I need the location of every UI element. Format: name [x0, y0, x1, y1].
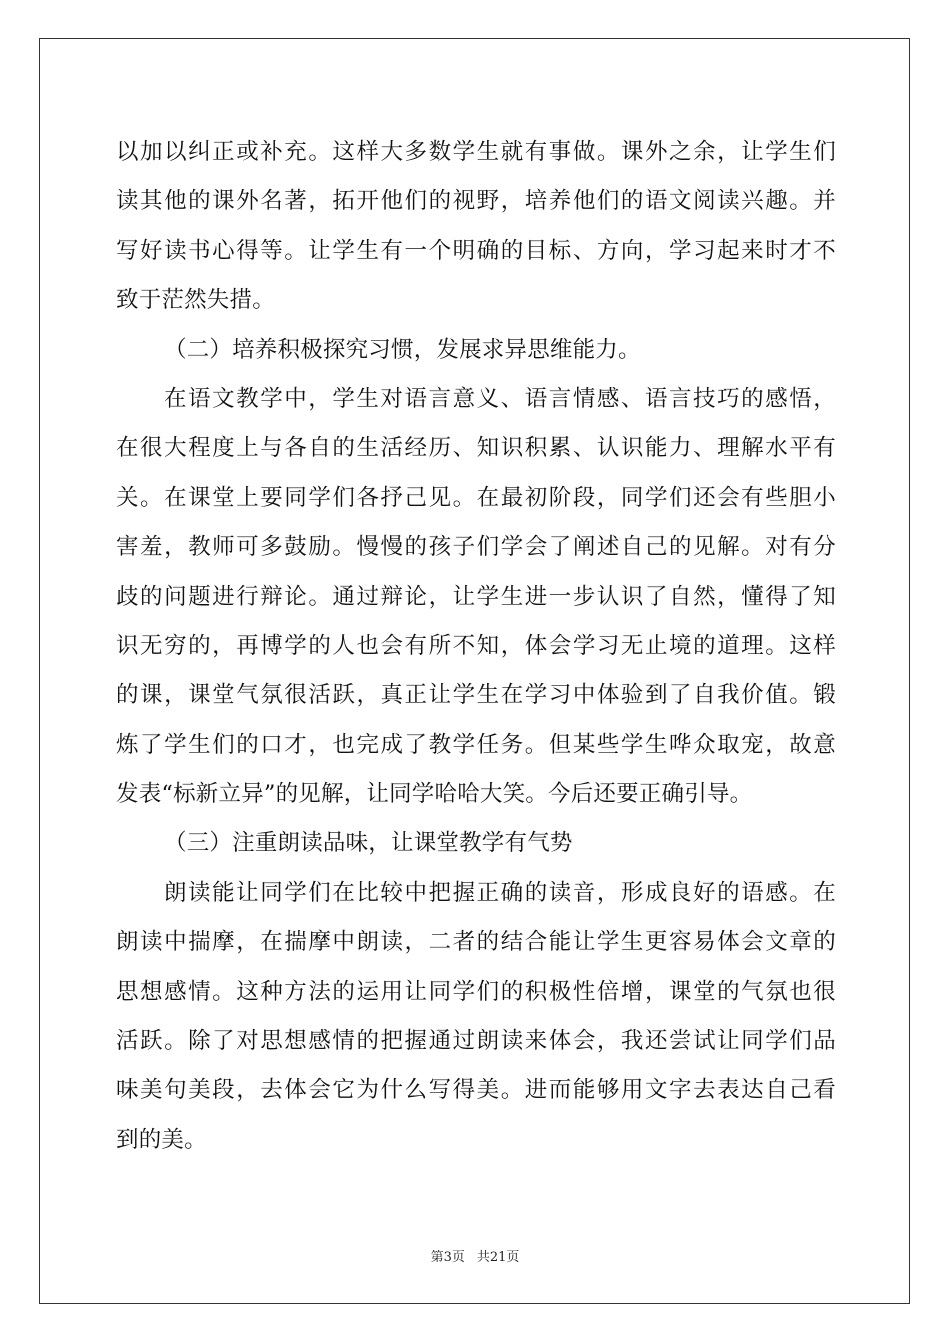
section-heading: （二）培养积极探究习惯，发展求异思维能力。	[164, 336, 641, 363]
text-line: 识无穷的，再博学的人也会有所不知，体会学习无止境的道理。这样	[116, 632, 836, 659]
page-total: 共21页	[476, 1250, 520, 1265]
text-line: 到的美。	[116, 1126, 207, 1153]
page-footer	[0, 1246, 950, 1265]
text-line: 的课，课堂气氛很活跃，真正让学生在学习中体验到了自我价值。锻	[116, 682, 836, 709]
document-body	[116, 128, 836, 1165]
text-line: 思想感情。这种方法的运用让同学们的积极性倍增，课堂的气氛也很	[116, 978, 836, 1005]
text-line: 活跃。除了对思想感情的把握通过朗读来体会，我还尝试让同学们品	[116, 1028, 836, 1055]
text-line: 味美句美段，去体会它为什么写得美。进而能够用文字去表达自己看	[116, 1077, 836, 1104]
text-line: 致于茫然失措。	[116, 287, 275, 314]
text-line: 歧的问题进行辩论。通过辩论，让学生进一步认识了自然，懂得了知	[116, 583, 836, 610]
text-line: 朗读能让同学们在比较中把握正确的读音，形成良好的语感。在	[164, 879, 836, 906]
section-heading: （三）注重朗读品味，让课堂教学有气势	[164, 830, 573, 857]
text-line: 炼了学生们的口才，也完成了教学任务。但某些学生哗众取宠，故意	[116, 731, 836, 758]
page-number: 第3页	[430, 1250, 465, 1265]
text-line: 关。在课堂上要同学们各抒己见。在最初阶段，同学们还会有些胆小	[116, 484, 836, 511]
text-line: 写好读书心得等。让学生有一个明确的目标、方向，学习起来时才不	[116, 237, 836, 264]
text-line: 以加以纠正或补充。这样大多数学生就有事做。课外之余，让学生们	[116, 139, 836, 165]
text-line: 害羞，教师可多鼓励。慢慢的孩子们学会了阐述自己的见解。对有分	[116, 534, 836, 561]
text-line: 在很大程度上与各自的生活经历、知识积累、认识能力、理解水平有	[116, 435, 836, 462]
text-line: 朗读中揣摩，在揣摩中朗读，二者的结合能让学生更容易体会文章的	[116, 929, 836, 956]
text-line: 发表“标新立异”的见解，让同学哈哈大笑。今后还要正确引导。	[116, 781, 753, 808]
text-line: 读其他的课外名著，拓开他们的视野，培养他们的语文阅读兴趣。并	[116, 188, 836, 215]
text-line: 在语文教学中，学生对语言意义、语言情感、语言技巧的感悟，	[164, 385, 836, 412]
